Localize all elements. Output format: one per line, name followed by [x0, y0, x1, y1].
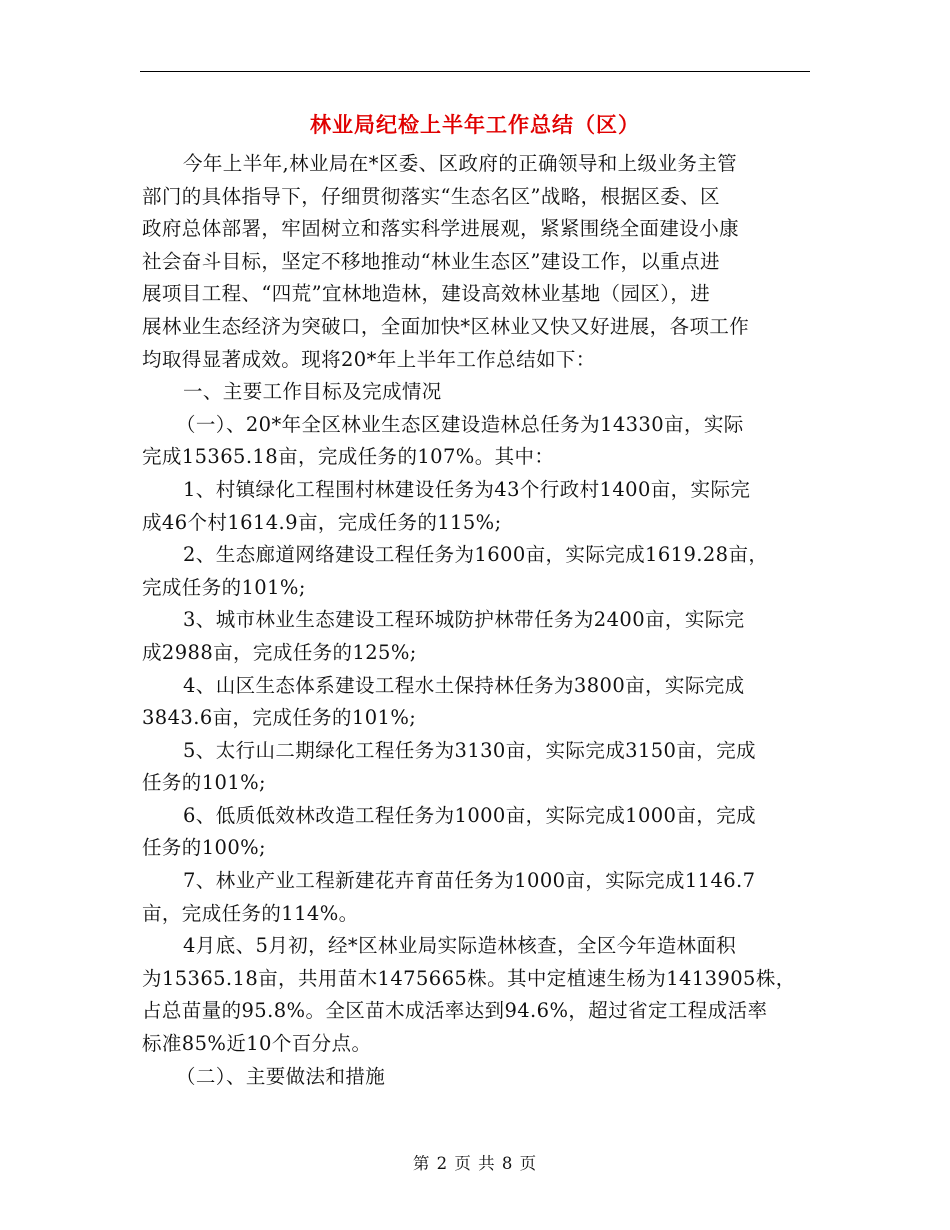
paragraph-line: 社会奋斗目标，坚定不移地推动“林业生态区”建设工作，以重点进 — [142, 249, 720, 273]
paragraph-line: 为15365.18亩，共用苗木1475665株。其中定植速生杨为1413905株， — [142, 966, 796, 990]
list-item-line: 6、低质低效林改造工程任务为1000亩，实际完成1000亩，完成 — [183, 803, 756, 827]
list-item-line: 7、林业产业工程新建花卉育苗任务为1000亩，实际完成1146.7 — [183, 869, 756, 893]
paragraph-line: 政府总体部署，牢固树立和落实科学进展观，紧紧围绕全面建设小康 — [142, 217, 740, 241]
paragraph-line: 今年上半年,林业局在*区委、区政府的正确领导和上级业务主管 — [183, 152, 738, 175]
subsection-line: （一）、20*年全区林业生态区建设造林总任务为14330亩，实际 — [176, 412, 744, 436]
list-item-line: 任务的101%; — [142, 771, 267, 795]
list-item-line: 成2988亩，完成任务的125%; — [142, 640, 417, 664]
list-item-line: 2、生态廊道网络建设工程任务为1600亩，实际完成1619.28亩， — [183, 543, 769, 567]
list-item-line: 成46个村1614.9亩，完成任务的115%; — [142, 510, 502, 534]
paragraph-line: 4月底、5月初，经*区林业局实际造林核查，全区今年造林面积 — [183, 934, 737, 958]
subsection-heading: （二）、主要做法和措施 — [176, 1064, 386, 1088]
paragraph-line: 均取得显著成效。现将20*年上半年工作总结如下： — [142, 347, 596, 371]
paragraph-line: 部门的具体指导下，仔细贯彻落实“生态名区”战略，根据区委、区 — [142, 184, 720, 208]
paragraph-line: 占总苗量的95.8%。全区苗木成活率达到94.6%，超过省定工程成活率 — [142, 999, 768, 1023]
paragraph-line: 标准85%近10个百分点。 — [142, 1032, 372, 1056]
page-number-footer: 第 2 页 共 8 页 — [412, 1154, 538, 1173]
list-item-line: 完成任务的101%; — [142, 575, 306, 599]
document-title: 林业局纪检上半年工作总结（区） — [310, 113, 640, 137]
list-item-line: 4、山区生态体系建设工程水土保持林任务为3800亩，实际完成 — [183, 673, 745, 697]
paragraph-line: 完成15365.18亩，完成任务的107%。其中： — [142, 445, 555, 469]
document-body — [142, 148, 810, 1093]
section-heading: 一、主要工作目标及完成情况 — [183, 380, 442, 404]
list-item-line: 5、太行山二期绿化工程任务为3130亩，实际完成3150亩，完成 — [183, 738, 756, 762]
paragraph-line: 展林业生态经济为突破口，全面加快*区林业又快又好进展，各项工作 — [142, 314, 750, 338]
list-item-line: 任务的100%; — [142, 836, 267, 860]
header-rule — [140, 71, 810, 72]
list-item-line: 3、城市林业生态建设工程环城防护林带任务为2400亩，实际完 — [183, 608, 745, 632]
paragraph-line: 展项目工程、“四荒”宜林地造林，建设高效林业基地（园区），进 — [142, 282, 711, 306]
list-item-line: 1、村镇绿化工程围村林建设任务为43个行政村1400亩，实际完 — [183, 477, 751, 501]
list-item-line: 3843.6亩，完成任务的101%; — [142, 706, 417, 730]
list-item-line: 亩，完成任务的114%。 — [142, 901, 359, 925]
